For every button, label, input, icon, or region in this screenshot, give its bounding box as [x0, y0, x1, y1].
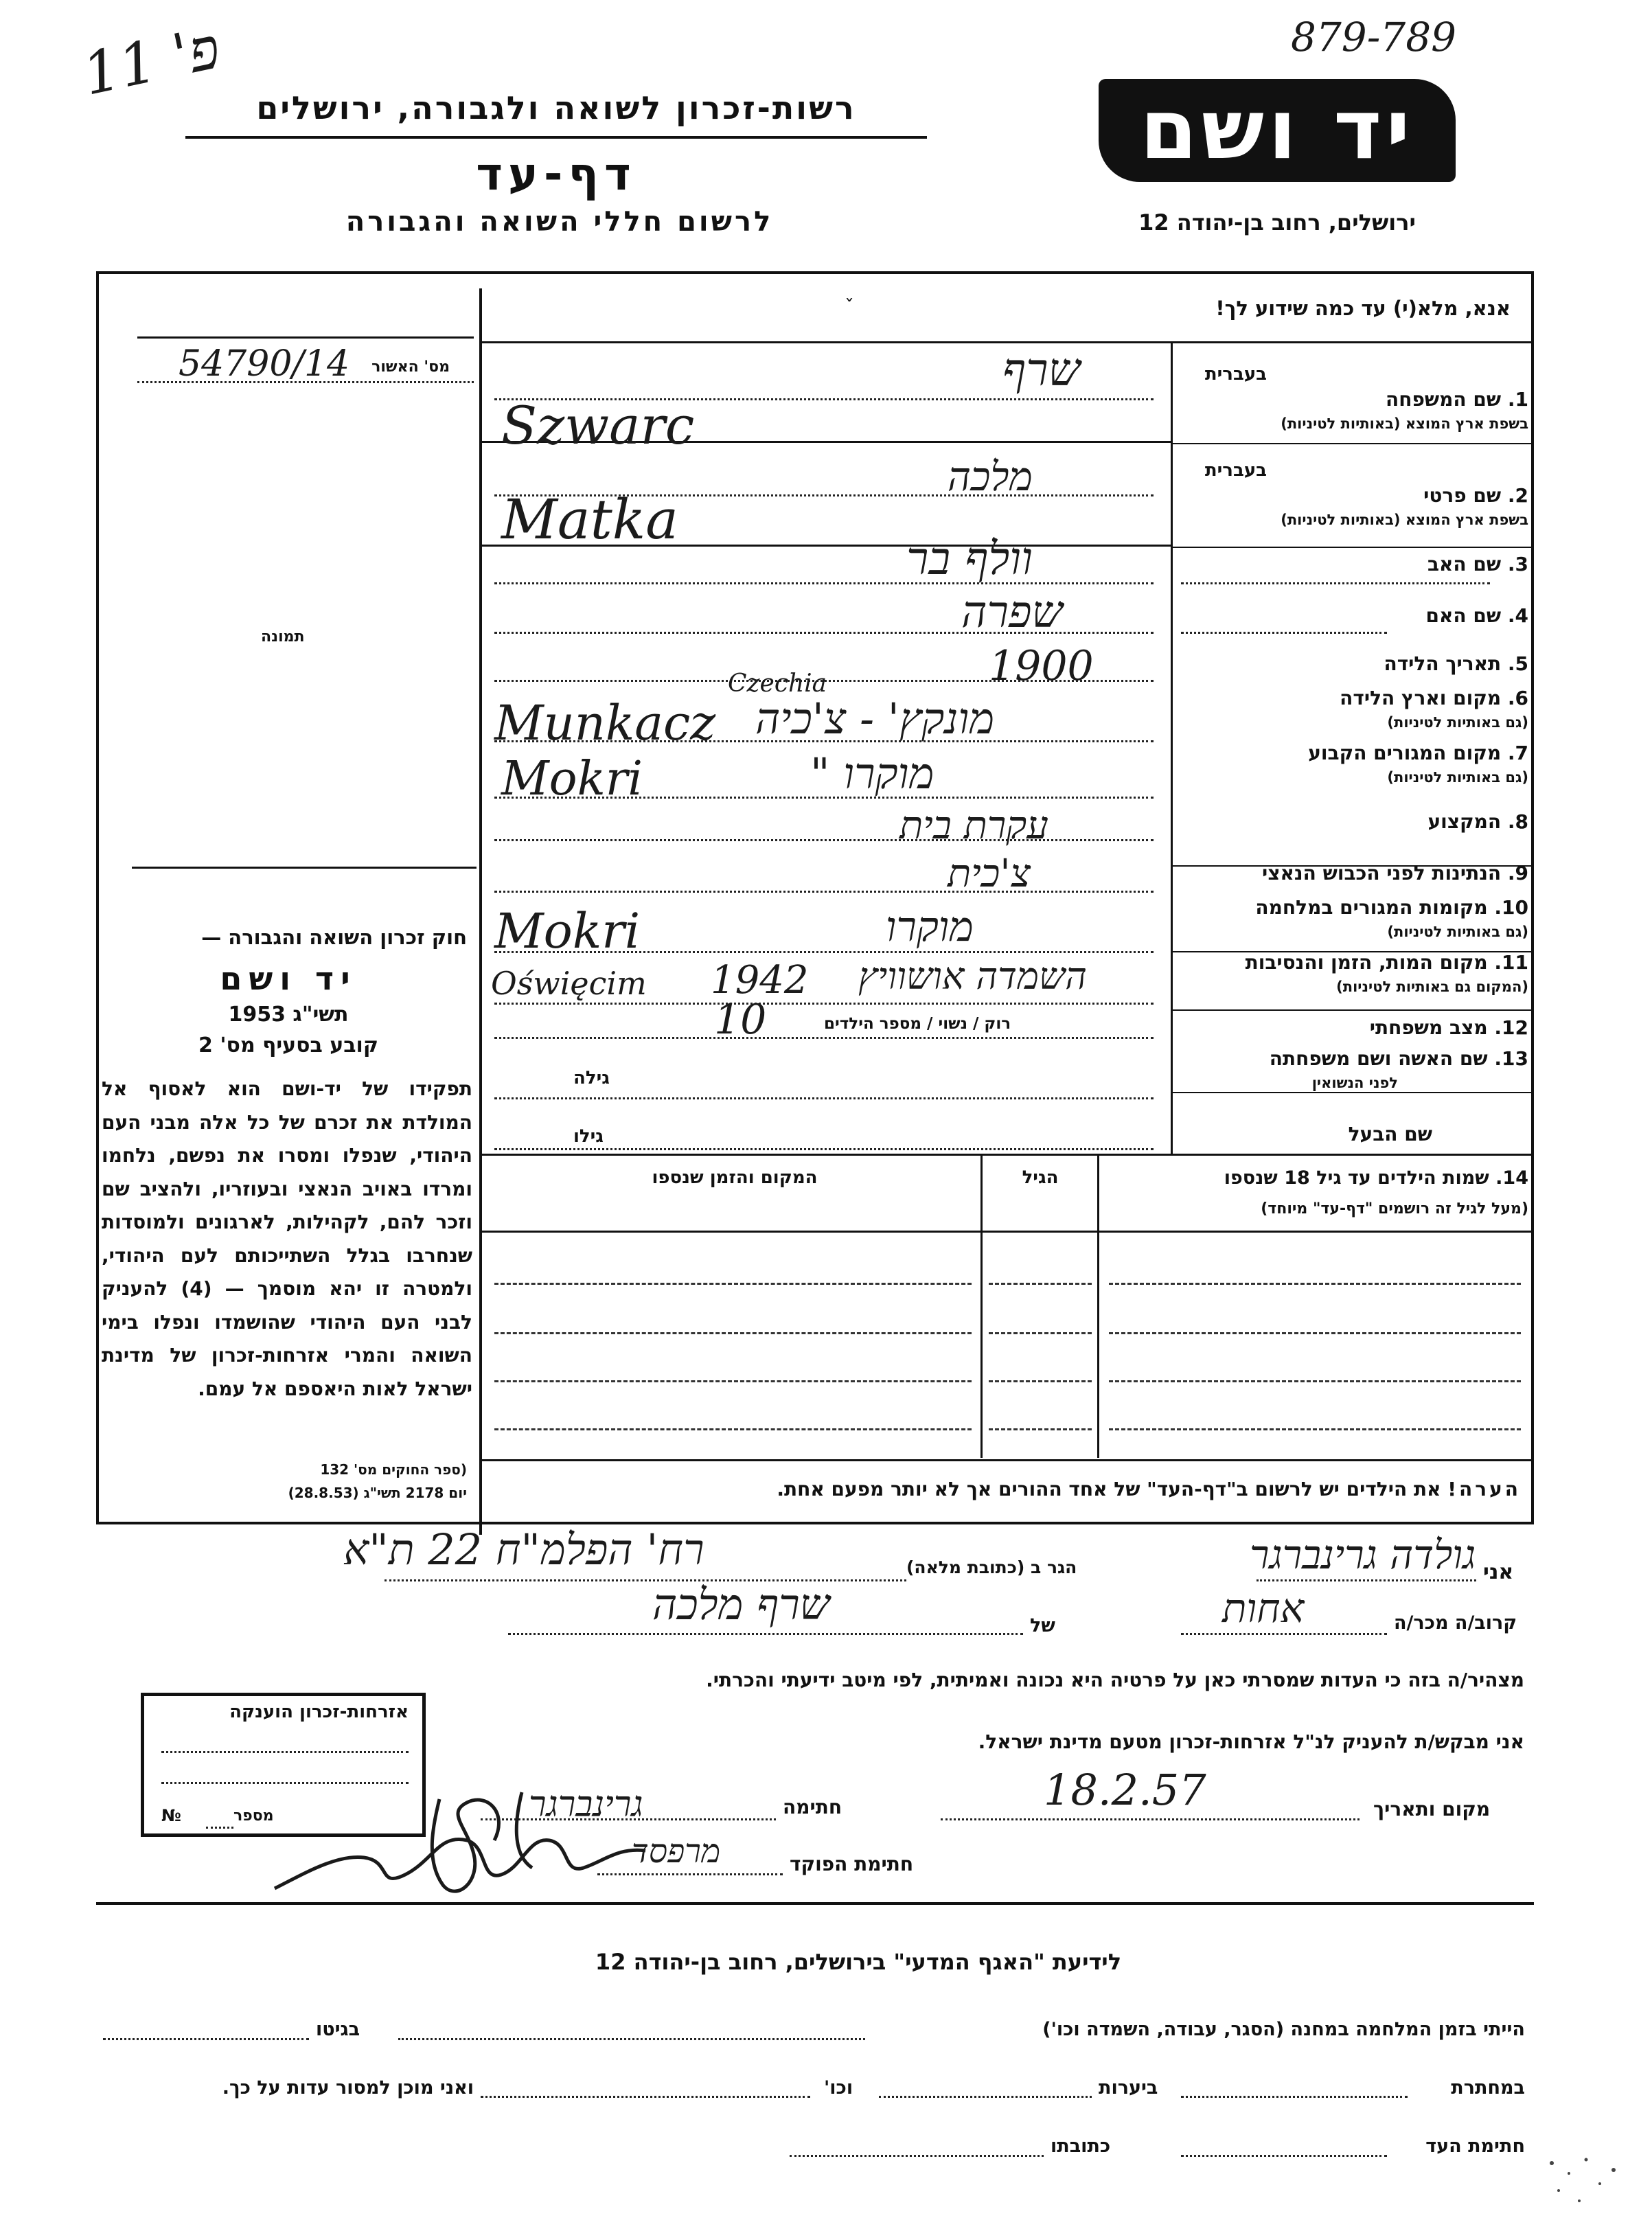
children-title: 14. שמות הילדים עד גיל 18 שנספו: [1224, 1167, 1528, 1189]
photo-placeholder-label: תמונה: [261, 628, 305, 645]
residence-hebrew[interactable]: מוקרו ": [810, 748, 934, 799]
field-11-sub: (המקום גם באותיות לטיניות): [1336, 979, 1528, 995]
field-4-label: 4. שם האם: [1425, 604, 1528, 627]
field-3-label: 3. שם האב: [1427, 553, 1528, 575]
witness-address[interactable]: רח' הפלמ"ח 22 ת"א: [343, 1524, 704, 1575]
citizenship-box: אזרחות-זכרון הוענקה מספר №: [141, 1693, 426, 1837]
footer-line2-a: במחתרת: [1451, 2077, 1525, 2099]
institution-name: רשות-זכרון לשואה ולגבורה, ירושלים: [256, 89, 856, 126]
birth-date[interactable]: 1900: [989, 642, 1094, 690]
of-label: של: [1030, 1615, 1055, 1636]
field-2-tag: בעברית: [1204, 460, 1267, 481]
children-note: הערה! את הילדים יש לרשום ב"דף-העד" של אחד ההורים אך לא יותר מפעם אחת.: [777, 1478, 1521, 1500]
clerk-signature[interactable]: מרפסד: [632, 1832, 721, 1871]
footer-heading: לידיעת "האגף המדעי" בירושלים, רחוב בן-יהודה 12: [595, 1949, 1122, 1975]
witness-address-label: הגר ב (כתובת מלאה): [906, 1557, 1077, 1577]
footer-line2-c: וכו': [824, 2077, 853, 2099]
children-count[interactable]: 10: [714, 996, 767, 1044]
wife-age-label: גילה: [573, 1068, 610, 1088]
relation-value[interactable]: אחות: [1222, 1585, 1305, 1632]
field-9-label: 9. הנתינות לפני הכבוש הנאצי: [1262, 862, 1528, 884]
archive-number: 879-789: [1291, 14, 1457, 60]
marital-options: רוק / נשוי / מספר הילדים: [824, 1015, 1011, 1033]
side-note: פ' 11: [76, 14, 226, 108]
request-text: אני מבקש/ת להעניק לנ"ל אזרחות-זכרון מטעם מדינת ישראל.: [978, 1730, 1524, 1753]
witness-signature[interactable]: גרינברגר: [529, 1784, 643, 1825]
field-6-sub: (גם באותיות לטיניות): [1387, 714, 1528, 731]
field-13-label: 13. שם האשה ושם משפחתה: [1269, 1047, 1528, 1070]
field-2-sub: בשפת ארץ המוצא (באותיות לטיניות): [1281, 512, 1528, 528]
death-place-hebrew[interactable]: השמדה אושוויץ: [858, 955, 1087, 998]
header-rule: [185, 136, 927, 139]
victim-name-ref[interactable]: שרף מלכה: [652, 1579, 830, 1630]
field-8-label: 8. המקצוע: [1427, 810, 1528, 833]
field-12-label: 12. מצב משפחתי: [1369, 1016, 1528, 1039]
law-source-2: יום 2178 תשי"ג (28.8.53): [288, 1485, 467, 1501]
witness-ani: אני: [1483, 1560, 1514, 1584]
law-body: תפקידו של יד-ושם הוא לאסוף אל המולדת את זכרם של כל אלה מבני העם היהודי, שנפלו ומסרו את נפשם, נלחמו ומרדו באויב הנאצי ובעוזריו, ולהציב שם וזכר להם, לקהילות, לארגונים ולמוסדות שנחרבו בגלל השתייכותם לעם היהודי, ולמטרה זו יהא מוסמך — (4) להעניק לבני העם היהודי שהושמדו ונפלו בימי השואה והמרי אזרחות-זכרון של מדינת ישראל לאות היאספם אל עמם.: [102, 1077, 472, 1400]
form-title: דף-עד: [476, 148, 636, 201]
footer-line1-end: בגיטו: [316, 2019, 360, 2040]
field-13-sub: לפני הנשואין: [1311, 1075, 1398, 1091]
approval-number-field: מס' האשור 54790/14: [130, 343, 477, 385]
footer-line3-b: כתובתו: [1051, 2136, 1111, 2157]
surname-latin[interactable]: Szwarc: [501, 395, 695, 456]
given-name-hebrew[interactable]: מלכה: [948, 453, 1033, 500]
yad-vashem-logo: יד ושם: [1099, 79, 1456, 182]
relation-label: קרוב/ה מכר/ה: [1394, 1612, 1517, 1634]
field-1-label: 1. שם המשפחה: [1386, 388, 1528, 411]
mother-name[interactable]: שפרה: [961, 587, 1063, 638]
law-name: יד ושם: [220, 960, 357, 997]
footer-line3-a: חתימת העד: [1425, 2136, 1525, 2157]
surname-hebrew[interactable]: שרף: [1002, 343, 1081, 396]
signature-label: חתימה: [783, 1796, 842, 1818]
field-1-sub: בשפת ארץ המוצא (באותיות לטיניות): [1281, 415, 1528, 432]
field-11-label: 11. מקום המות, הזמן והנסיבות: [1245, 951, 1528, 974]
label-column-divider: [1171, 343, 1173, 1154]
field-2-label: 2. שם פרטי: [1423, 484, 1528, 507]
form-subtitle: לרשום חללי השואה והגבורה: [345, 206, 774, 238]
number-sign-icon: №: [161, 1806, 181, 1825]
clerk-label: חתימת הפוקד: [790, 1853, 914, 1875]
death-year[interactable]: 1942: [711, 958, 809, 1003]
birthplace-latin[interactable]: Munkacz: [494, 695, 716, 751]
husband-age-label: גילו: [573, 1126, 604, 1147]
birthplace-hebrew[interactable]: מונקץ' - צ'כיה: [755, 694, 995, 744]
children-col-place: המקום והזמן שנספו: [652, 1167, 818, 1188]
place-date-value[interactable]: 18.2.57: [1044, 1765, 1206, 1815]
law-source-1: (ספר החוקים מס' 132: [320, 1461, 467, 1478]
law-title: חוק זכרון השואה והגבורה —: [201, 926, 467, 949]
wartime-residence-latin[interactable]: Mokri: [494, 903, 641, 959]
law-clause: קובע בסעיף מס' 2: [198, 1033, 378, 1058]
footer-line1-start: הייתי בזמן המלחמה במחנה (הסגר, עבודה, השמדה וכו'): [1042, 2019, 1525, 2040]
children-col-age: הגיל: [1022, 1167, 1059, 1188]
occupation[interactable]: עקרת בית: [899, 803, 1048, 848]
field-1-tag: בעברית: [1204, 364, 1267, 385]
field-10-label: 10. מקומות המגורים במלחמה: [1255, 896, 1528, 919]
left-column-divider: [479, 288, 482, 1535]
wartime-residence-hebrew[interactable]: מוקרו: [886, 903, 974, 951]
death-place-latin[interactable]: Oświęcim: [491, 965, 647, 1002]
scan-speckle: [1538, 2149, 1634, 2211]
declaration-text: מצהיר/ה בזה כי העדות שמסרתי כאן על פרטיה היא נכונה ואמיתית, לפי מיטב ידיעתי והכרתי.: [706, 1669, 1524, 1691]
date-label: מקום ותאריך: [1373, 1798, 1491, 1820]
husband-label: שם הבעל: [1348, 1123, 1432, 1145]
footer-line2-b: ביערות: [1099, 2077, 1158, 2099]
field-7-label: 7. מקום המגורים הקבוע: [1308, 742, 1528, 764]
given-name-latin[interactable]: Matka: [501, 488, 678, 551]
header-address: ירושלים, רחוב בן-יהודה 12: [1138, 209, 1416, 236]
residence-latin[interactable]: Mokri: [501, 752, 643, 806]
field-6-label: 6. מקום וארץ הלידה: [1340, 687, 1528, 709]
father-name[interactable]: וולף בר: [906, 532, 1033, 585]
law-year: תשי"ג 1953: [228, 1003, 349, 1027]
nationality[interactable]: צ'כית: [948, 852, 1031, 896]
field-7-sub: (גם באותיות לטיניות): [1387, 769, 1528, 786]
children-subtitle: (מעל לגיל זה רושמים "דף-עד" מיוחד): [1261, 1200, 1528, 1218]
birthplace-country-note[interactable]: Czechia: [728, 670, 827, 698]
form-intro: אנא, מלא(י) עד כמה שידוע לך!: [1215, 297, 1511, 320]
footer-line2-d: ואני מוכן למסור עדות על כך.: [222, 2077, 474, 2099]
field-5-label: 5. תאריך הלידה: [1384, 652, 1528, 675]
field-10-sub: (גם באותיות לטיניות): [1387, 924, 1528, 940]
witness-name[interactable]: גולדה גרינברגר: [1250, 1531, 1476, 1578]
